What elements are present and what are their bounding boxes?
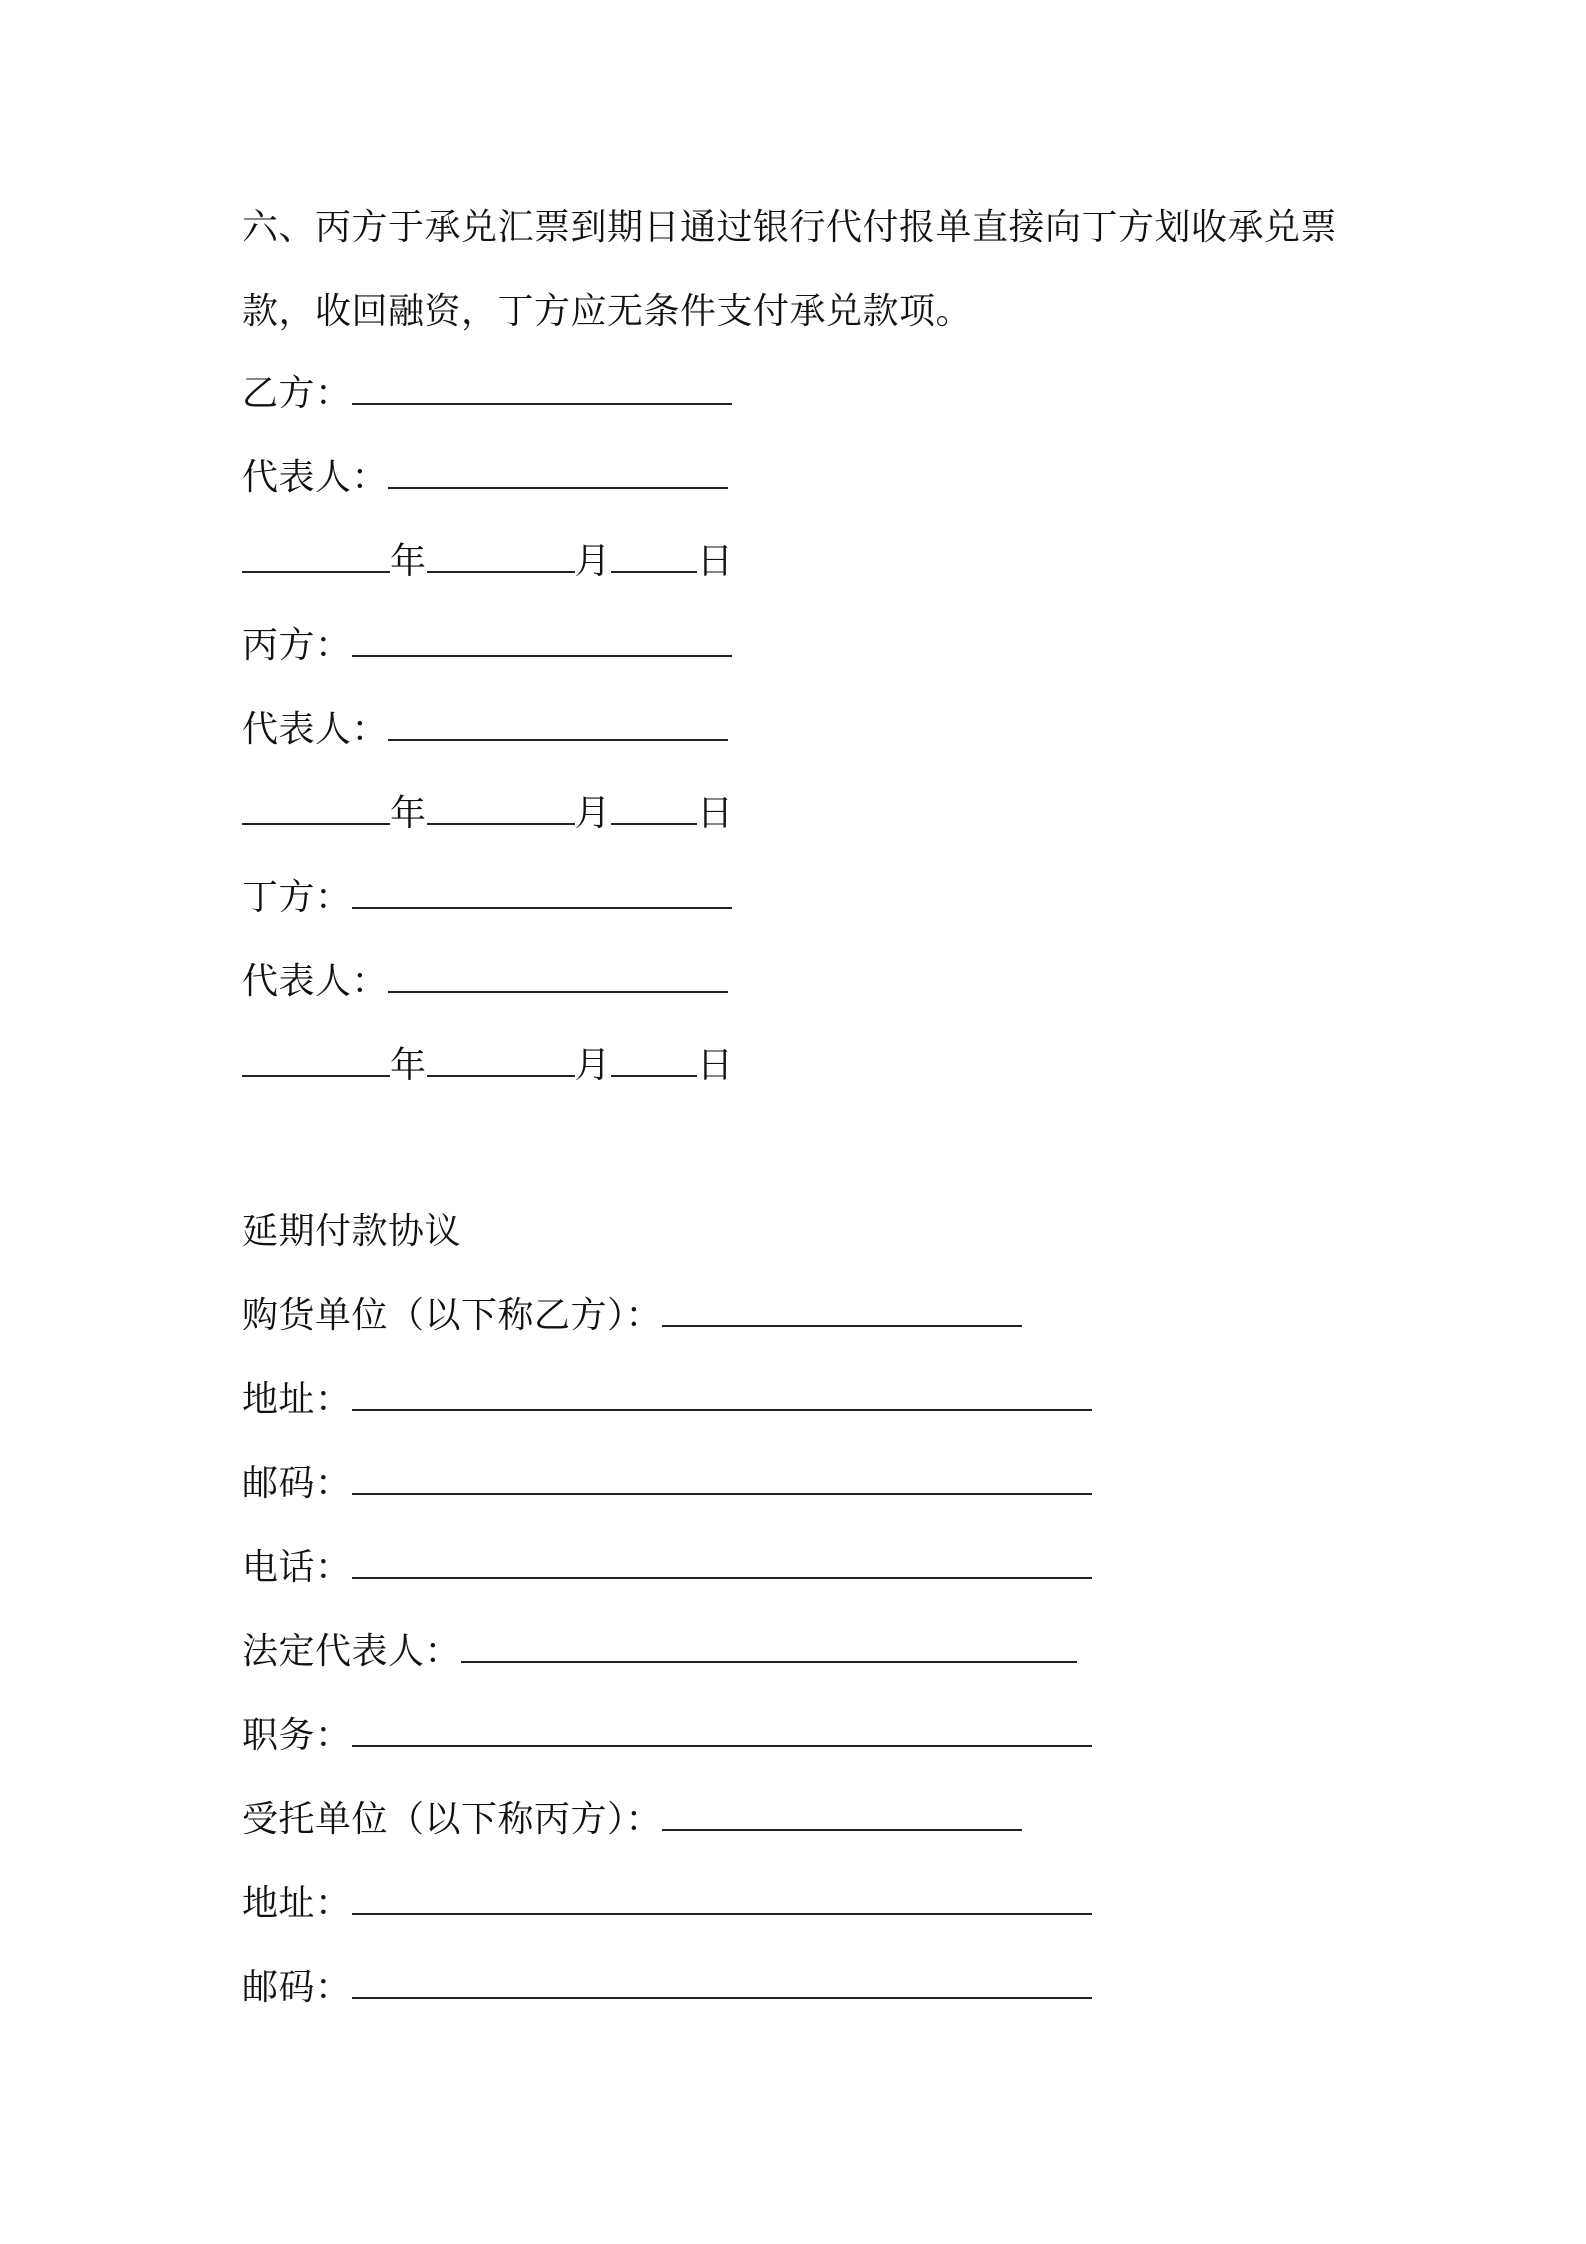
trustee-postcode-label: 邮码：	[242, 1967, 352, 2008]
rep-name-field[interactable]	[388, 959, 728, 993]
clause-six-line-2: 款，收回融资，丁方应无条件支付承兑款项。	[242, 291, 973, 332]
buyer-postcode-field[interactable]	[352, 1461, 1092, 1495]
day-label: 日	[697, 793, 734, 834]
year-field[interactable]	[242, 539, 390, 573]
month-field[interactable]	[427, 791, 575, 825]
party-name-field[interactable]	[352, 623, 732, 657]
month-label: 月	[574, 541, 612, 582]
rep-name-field[interactable]	[388, 707, 728, 741]
buyer-position-label: 职务：	[242, 1715, 352, 1756]
day-label: 日	[697, 1045, 734, 1086]
buyer-postcode-row	[242, 1460, 1092, 1508]
buyer-address-field[interactable]	[352, 1377, 1092, 1411]
trustee-address-label: 地址：	[242, 1883, 352, 1924]
party-name-field[interactable]	[352, 875, 732, 909]
year-label: 年	[390, 1045, 427, 1086]
trustee-unit-label: 受托单位（以下称丙方）：	[242, 1799, 663, 1840]
party-name-field[interactable]	[352, 371, 732, 405]
rep-name-field[interactable]	[388, 455, 728, 489]
buyer-phone-field[interactable]	[352, 1545, 1092, 1579]
year-label: 年	[390, 793, 427, 834]
signature-block-yi-date	[242, 538, 734, 586]
clause-six-line-1: 六、丙方于承兑汇票到期日通过银行代付报单直接向丁方划收承兑票	[242, 207, 1338, 248]
buyer-legal-rep-field[interactable]	[461, 1629, 1077, 1663]
buyer-unit-row	[242, 1292, 1022, 1340]
buyer-postcode-label: 邮码：	[242, 1463, 352, 1504]
month-label: 月	[574, 1045, 612, 1086]
buyer-position-row	[242, 1712, 1092, 1760]
trustee-address-row	[242, 1880, 1092, 1928]
day-field[interactable]	[611, 791, 697, 825]
signature-block-ding-party	[242, 874, 732, 922]
trustee-postcode-row	[242, 1964, 1092, 2012]
party-label: 丙方：	[242, 625, 352, 666]
signature-block-ding-rep	[242, 958, 728, 1006]
buyer-unit-label: 购货单位（以下称乙方）：	[242, 1295, 663, 1336]
signature-block-ding-date	[242, 1042, 734, 1090]
year-label: 年	[390, 541, 427, 582]
year-field[interactable]	[242, 791, 390, 825]
buyer-legal-rep-row	[242, 1628, 1077, 1676]
buyer-unit-field[interactable]	[662, 1293, 1022, 1327]
signature-block-bing-date	[242, 790, 734, 838]
buyer-legal-rep-label: 法定代表人：	[242, 1631, 462, 1672]
buyer-phone-label: 电话：	[242, 1547, 352, 1588]
month-field[interactable]	[427, 1043, 575, 1077]
party-label: 丁方：	[242, 877, 352, 918]
year-field[interactable]	[242, 1043, 390, 1077]
rep-label: 代表人：	[242, 961, 389, 1002]
trustee-unit-field[interactable]	[662, 1797, 1022, 1831]
party-label: 乙方：	[242, 373, 352, 414]
day-label: 日	[697, 541, 734, 582]
month-label: 月	[574, 793, 612, 834]
buyer-position-field[interactable]	[352, 1713, 1092, 1747]
buyer-phone-row	[242, 1544, 1092, 1592]
signature-block-yi-rep	[242, 454, 728, 502]
buyer-address-label: 地址：	[242, 1379, 352, 1420]
buyer-address-row	[242, 1376, 1092, 1424]
signature-block-yi-party	[242, 370, 732, 418]
trustee-unit-row	[242, 1796, 1022, 1844]
rep-label: 代表人：	[242, 709, 389, 750]
rep-label: 代表人：	[242, 457, 389, 498]
month-field[interactable]	[427, 539, 575, 573]
signature-block-bing-rep	[242, 706, 728, 754]
signature-block-bing-party	[242, 622, 732, 670]
trustee-postcode-field[interactable]	[352, 1965, 1092, 1999]
day-field[interactable]	[611, 1043, 697, 1077]
day-field[interactable]	[611, 539, 697, 573]
trustee-address-field[interactable]	[352, 1881, 1092, 1915]
agreement-title: 延期付款协议	[242, 1211, 462, 1252]
